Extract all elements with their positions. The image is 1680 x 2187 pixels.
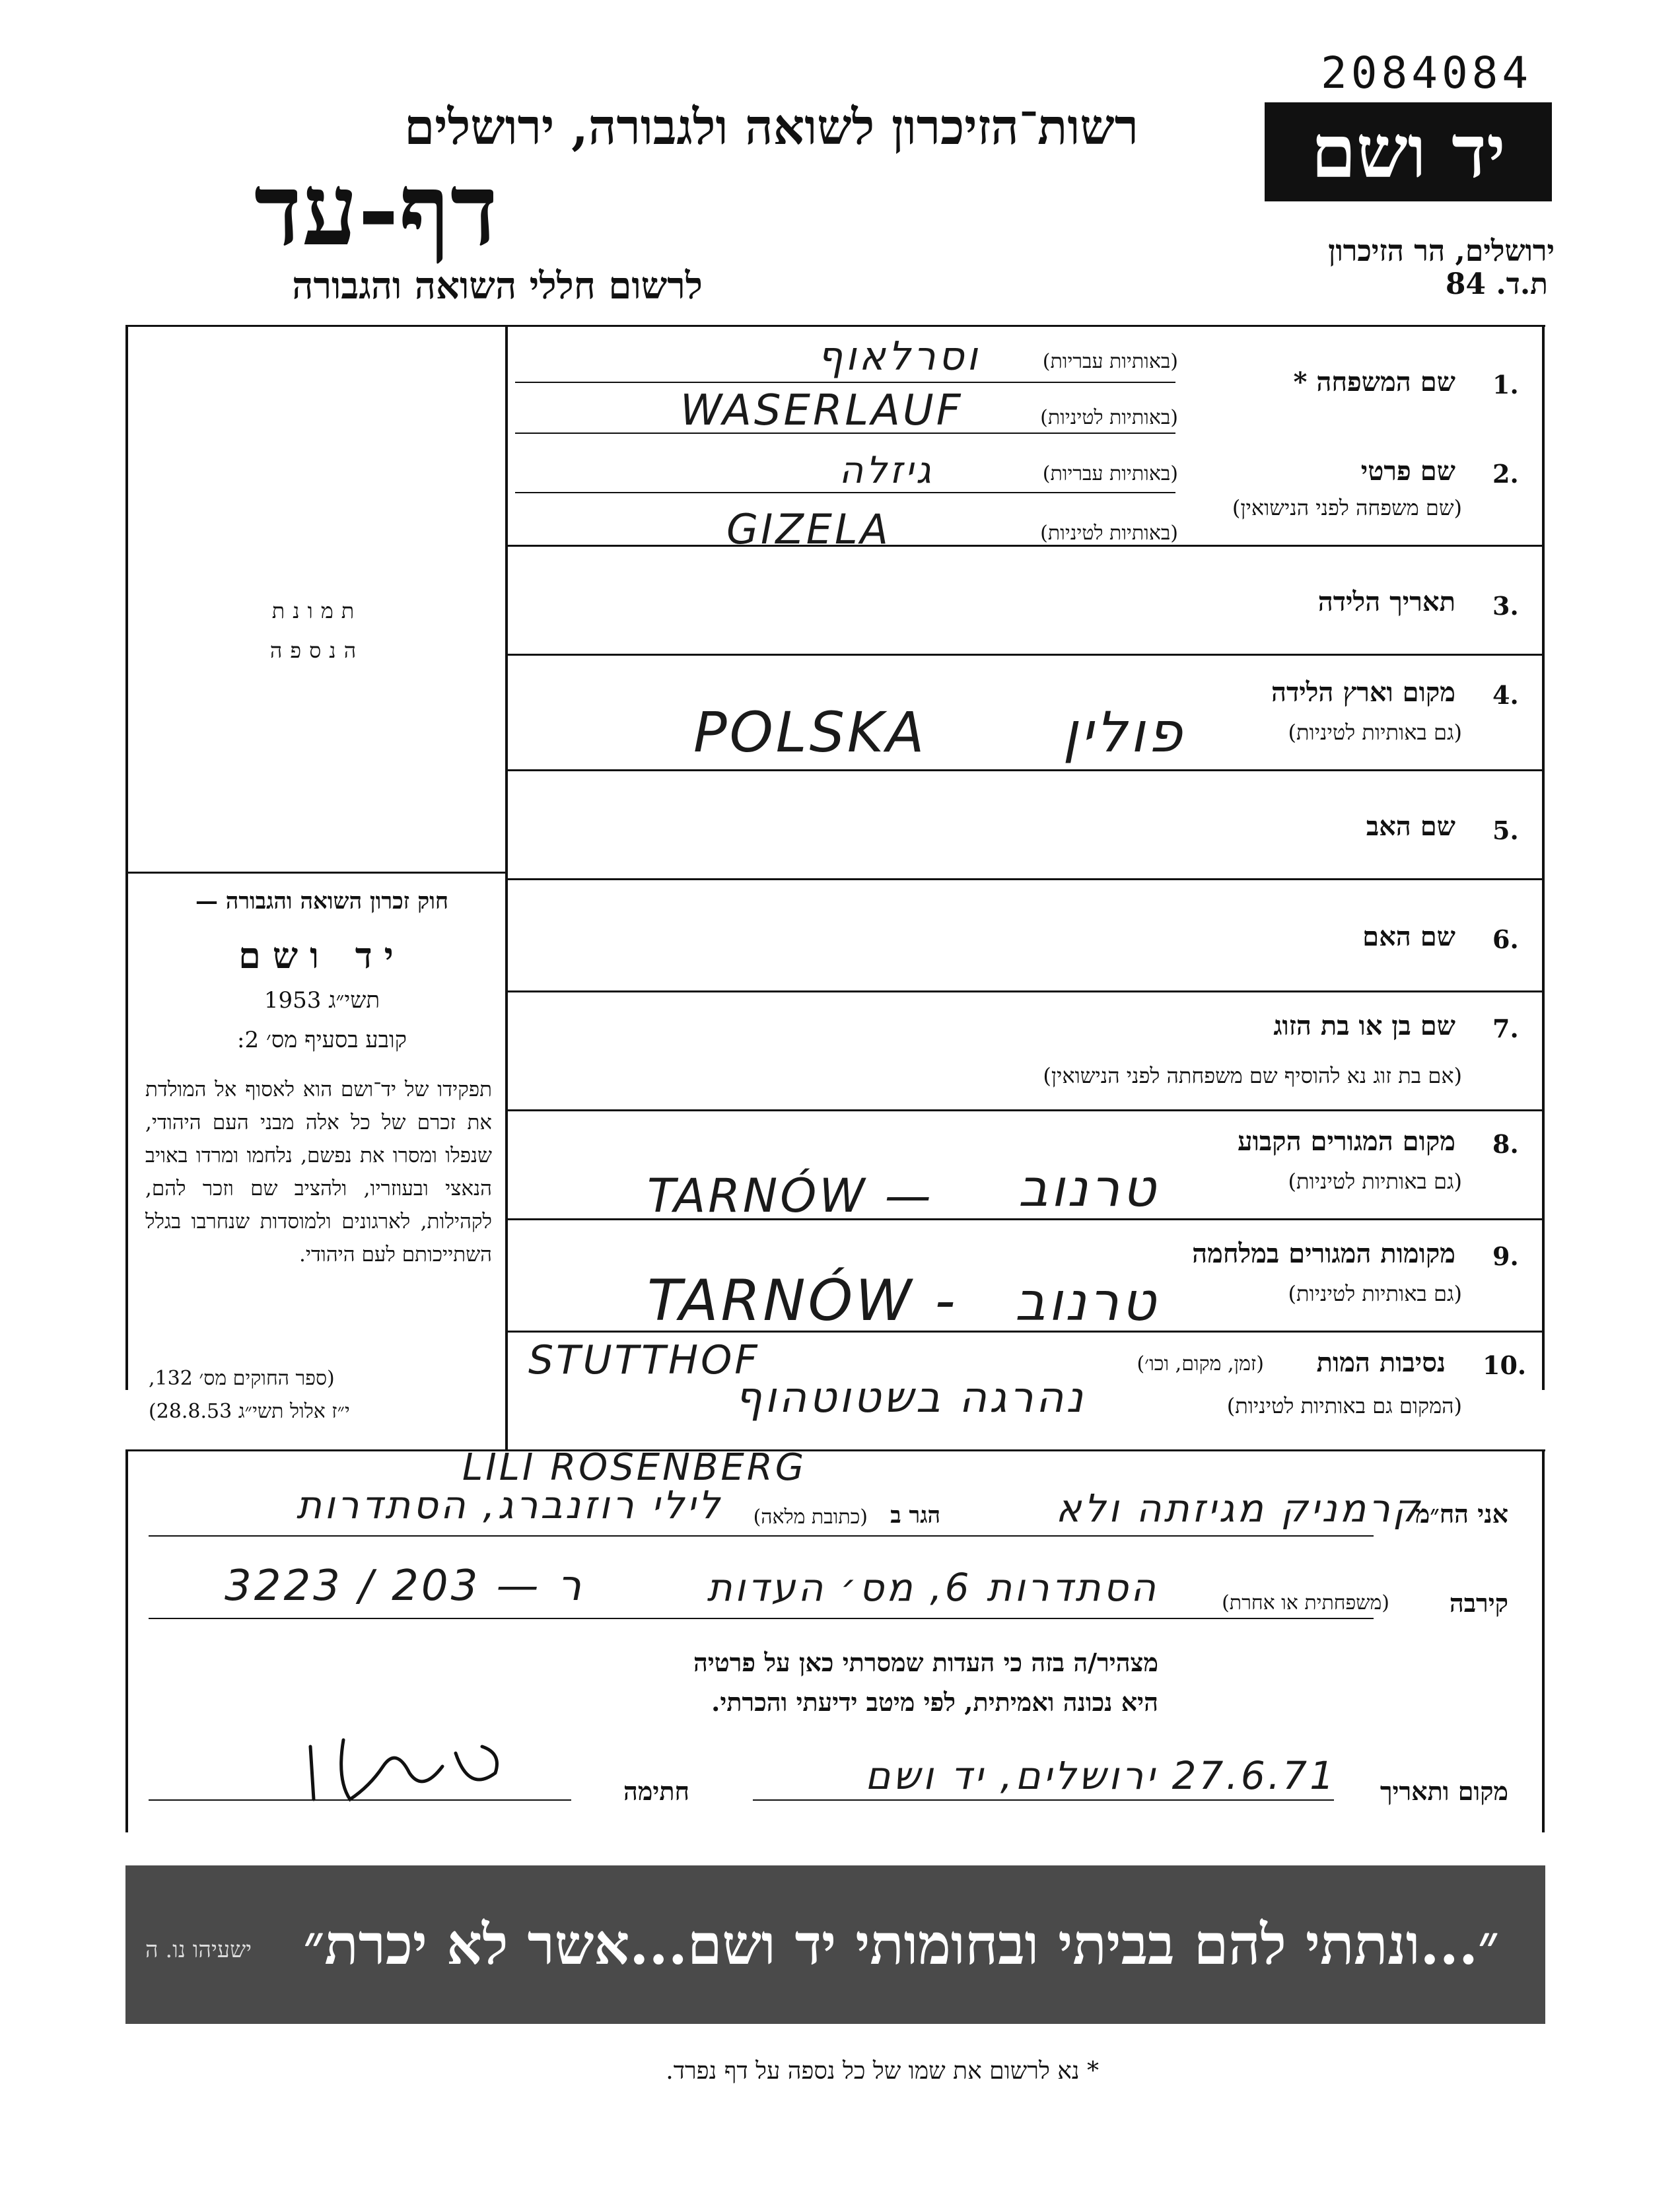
row-divider (507, 769, 1544, 771)
field-10-label: נסיבות המות (1316, 1347, 1446, 1378)
photo-label-1: תמונת (271, 598, 363, 623)
field-1-number: 1. (1492, 370, 1519, 399)
field-6-label: שם האם (1362, 921, 1455, 952)
field-6-number: 6. (1492, 924, 1519, 954)
field-7-number: 7. (1492, 1014, 1519, 1043)
field-4-label: מקום וארץ הלידה (1271, 677, 1455, 708)
field-2-sublabel: (שם משפחה לפני הנישואין) (1232, 495, 1462, 520)
field-9-sublabel: (גם באותיות לטיניות) (1288, 1281, 1462, 1306)
field-10-hint: (זמן, מקום, וכו׳) (1137, 1352, 1264, 1375)
banner-quote: ״...ונתתי להם בביתי ובחומותי יד ושם...אשר לא יכרת״ (303, 1912, 1499, 1977)
witness-relation-label: קירבה (1449, 1588, 1508, 1618)
photo-placeholder (192, 591, 442, 670)
field-8-value-latin[interactable]: TARNÓW — (647, 1169, 934, 1223)
witness-relation-value[interactable]: הסתדרות 6, מס׳ העדות (707, 1565, 1158, 1610)
field-1-hint-hebrew: (באותיות עבריות) (1042, 350, 1178, 373)
field-8-value-hebrew[interactable]: טרנוב (1018, 1159, 1158, 1218)
signature-label: חתימה (623, 1776, 689, 1806)
sidebar-separator (125, 872, 507, 874)
row-divider (507, 545, 1544, 547)
field-8-number: 8. (1492, 1129, 1519, 1159)
witness-right-border (1542, 1449, 1545, 1832)
frame-right-border (1542, 327, 1545, 1390)
address-line-2: ת.ד. 84 (1445, 267, 1548, 301)
place-date-line (753, 1799, 1334, 1801)
witness-address-latin[interactable]: LILI ROSENBERG (462, 1446, 807, 1489)
field-3-number: 3. (1492, 591, 1519, 621)
form-title: דף-עד (254, 152, 498, 268)
witness-resides-label: הגר ב (890, 1502, 940, 1529)
form-serial-number: 2084084 (1321, 48, 1533, 98)
row-divider (507, 1109, 1544, 1111)
form-bottom-rule (125, 1449, 1545, 1451)
frame-left-border (125, 327, 128, 1390)
law-name: יד ושם (238, 934, 405, 977)
witness-address-value[interactable]: לילי רוזנברג, הסתדרות (296, 1482, 722, 1527)
field-9-number: 9. (1492, 1241, 1519, 1271)
field-4-value-hebrew[interactable]: פולין (1063, 700, 1185, 765)
field-2-value-latin[interactable]: GIZELA (726, 505, 891, 553)
law-text: תפקידו של יד־ושם הוא לאסוף אל המולדת את זכרם של כל אלה מבני העם היהודי, שנפלו ומסרו את נפשם, נלחמו ומרדו באויב הנאצי ובעוזריו, ולהציב שם וזכר להם, לקהילות, לארגונים ולמוסדות שנחרבו בגלל השתייכותם לעם היהודי. (145, 1078, 492, 1267)
law-reference-2: י״ז אלול תשי״ג 28.8.53) (149, 1400, 350, 1423)
field-7-label: שם בן או בת הזוג (1273, 1010, 1455, 1041)
row-divider (507, 878, 1544, 880)
frame-top-border (125, 325, 1545, 327)
form-subtitle: לרשום חללי השואה והגבורה (292, 264, 703, 308)
field-2-label: שם פרטי (1360, 456, 1455, 487)
field-10-value-hebrew[interactable]: נהרגה בשטוטהוף (734, 1373, 1086, 1422)
row-divider (507, 990, 1544, 992)
declaration-line-2: היא נכונה ואמיתית, לפי מיטב ידיעתי והכרתי. (711, 1687, 1158, 1717)
witness-left-border (125, 1449, 128, 1832)
field-4-sublabel: (גם באותיות לטיניות) (1288, 720, 1462, 745)
field-2-hint-hebrew: (באותיות עבריות) (1042, 462, 1178, 485)
declaration-line-1: מצהיר/ה בזה כי העדות שמסרתי כאן על פרטיה (693, 1648, 1158, 1677)
field-9-value-hebrew[interactable]: טרנוב (1014, 1271, 1158, 1333)
photo-label-2: הנספה (269, 638, 365, 663)
field-1-label: שם המשפחה * (1293, 366, 1455, 398)
field-4-number: 4. (1492, 680, 1519, 710)
witness-relation-number[interactable]: 3223 / 203 — ר (225, 1562, 584, 1611)
field-9-value-latin[interactable]: TARNÓW - (647, 1268, 958, 1334)
field-underline (515, 492, 1175, 493)
field-5-label: שם האב (1366, 811, 1455, 842)
field-7-sublabel: (אם בת זוג נא להוסיף שם משפחתה לפני הנישואין) (1043, 1063, 1462, 1088)
field-2-value-hebrew[interactable]: גיזלה (839, 449, 934, 492)
field-5-number: 5. (1492, 816, 1519, 845)
place-date-label: מקום ותאריך (1380, 1776, 1508, 1806)
signature[interactable] (297, 1727, 508, 1806)
field-2-hint-latin: (באותיות לטיניות) (1040, 522, 1178, 545)
field-1-hint-latin: (באותיות לטיניות) (1040, 406, 1178, 429)
field-underline (515, 382, 1175, 383)
field-1-value-hebrew[interactable]: וסרלאוף (817, 333, 980, 380)
field-8-sublabel: (גם באותיות לטיניות) (1288, 1169, 1462, 1194)
banner-source: ישעיהו נו. ה (145, 1937, 252, 1963)
field-9-label: מקומות המגורים במלחמה (1192, 1238, 1455, 1269)
witness-line-1 (149, 1535, 1374, 1537)
law-heading: חוק זכרון השואה והגבורה — (195, 888, 449, 915)
field-3-label: תאריך הלידה (1317, 586, 1455, 617)
field-10-value-latin[interactable]: STUTTHOF (528, 1337, 760, 1383)
field-10-number: 10. (1483, 1350, 1527, 1380)
field-4-value-latin[interactable]: POLSKA (693, 700, 927, 765)
institution-name: רשות־הזיכרון לשואה ולגבורה, ירושלים (404, 99, 1138, 156)
quote-banner (125, 1865, 1545, 2024)
address-line-1: ירושלים, הר הזיכרון (1328, 234, 1555, 268)
witness-i-label: אני הח״מ (1415, 1499, 1508, 1529)
witness-relation-hint: (משפחתית או אחרת) (1222, 1591, 1389, 1614)
field-10-sublabel: (המקום גם באותיות לטיניות) (1226, 1393, 1462, 1418)
place-date-value[interactable]: 27.6.71 ירושלים, יד ושם (864, 1753, 1337, 1798)
field-2-number: 2. (1492, 459, 1519, 489)
signature-line (149, 1799, 571, 1801)
footnote: * נא לרשום את שמו של כל נספה על דף נפרד. (666, 2058, 1099, 2085)
law-year: תשי״ג 1953 (263, 987, 380, 1014)
field-1-value-latin[interactable]: WASERLAUF (680, 386, 963, 435)
law-reference-1: (ספר החוקים מס׳ 132, (149, 1367, 335, 1390)
witness-name[interactable]: קרמניק מגיזתה ולא (1055, 1486, 1422, 1531)
yad-vashem-logo (1265, 102, 1552, 201)
law-clause: קובע בסעיף מס׳ 2: (237, 1027, 407, 1053)
witness-address-hint: (כתובת מלאה) (753, 1506, 868, 1529)
logo-text: יד ושם (1311, 109, 1506, 194)
row-divider (507, 654, 1544, 656)
field-8-label: מקום המגורים הקבוע (1238, 1126, 1455, 1157)
sidebar-divider (505, 327, 508, 1449)
witness-line-2 (149, 1618, 1374, 1619)
